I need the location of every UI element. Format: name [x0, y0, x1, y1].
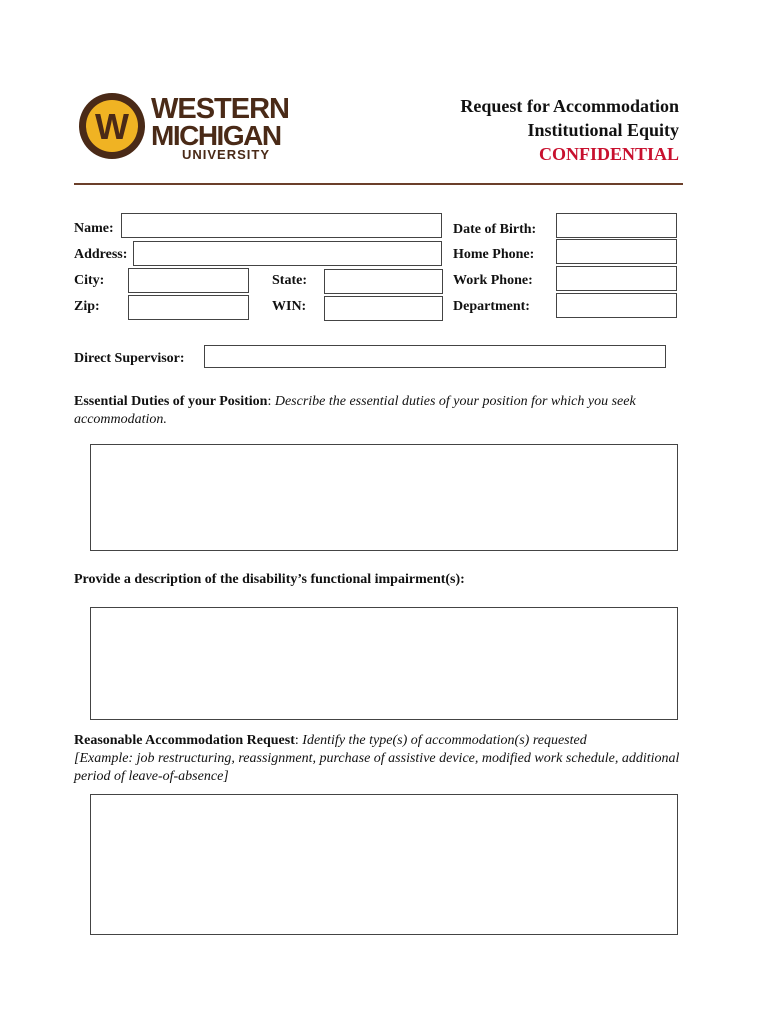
name-label: Name: — [74, 221, 114, 236]
w-mark-icon — [78, 92, 146, 160]
header-divider — [74, 183, 683, 185]
form-subtitle: Institutional Equity — [527, 120, 679, 140]
w-mark-letter: W — [95, 106, 129, 147]
request-instructions: Reasonable Accommodation Request: Identify the type(s) of accommodation(s) requested [Example: job restructuring, reassignment, purchase of assistive device, modified work schedule, additional period of leave-of-absence] — [74, 733, 680, 784]
win-field[interactable] — [324, 296, 443, 321]
zip-label: Zip: — [74, 299, 100, 314]
address-label: Address: — [74, 247, 128, 262]
impairment-heading: Provide a description of the disability’s functional impairment(s): — [74, 572, 465, 587]
city-label: City: — [74, 273, 105, 288]
request-heading: Reasonable Accommodation Request — [74, 733, 295, 748]
department-label: Department: — [453, 299, 530, 314]
work-phone-field[interactable] — [556, 266, 677, 291]
dob-field[interactable] — [556, 213, 677, 238]
zip-field[interactable] — [128, 295, 249, 320]
home-phone-field[interactable] — [556, 239, 677, 264]
dob-label: Date of Birth: — [453, 222, 537, 237]
name-field[interactable] — [121, 213, 442, 238]
duties-instructions: Essential Duties of your Position: Describe the essential duties of your position for which you seek accommodation. — [74, 394, 636, 427]
supervisor-label: Direct Supervisor: — [74, 351, 185, 366]
supervisor-field[interactable] — [204, 345, 666, 368]
address-field[interactable] — [133, 241, 442, 266]
request-example: [Example: job restructuring, reassignment, purchase of assistive device, modified work schedule, additional period of leave-of-absence] — [74, 751, 680, 784]
request-textarea[interactable] — [90, 794, 678, 935]
logo-line-western: WESTERN — [151, 93, 289, 125]
work-phone-label: Work Phone: — [453, 273, 533, 288]
duties-text: Describe the essential duties of your position for which you seek accommodation. — [74, 394, 636, 427]
logo-line-michigan: MICHIGAN — [151, 120, 281, 151]
impairment-textarea[interactable] — [90, 607, 678, 720]
form-title: Request for Accommodation — [460, 96, 679, 116]
department-field[interactable] — [556, 293, 677, 318]
request-text: Identify the type(s) of accommodation(s) requested — [302, 733, 587, 748]
impairment-instructions — [74, 571, 694, 589]
home-phone-label: Home Phone: — [453, 247, 535, 262]
win-label: WIN: — [272, 299, 307, 314]
university-logo — [78, 92, 293, 162]
duties-heading: Essential Duties of your Position — [74, 394, 268, 409]
state-label: State: — [272, 273, 307, 288]
state-field[interactable] — [324, 269, 443, 294]
confidential-label: CONFIDENTIAL — [538, 144, 679, 164]
logo-line-university: UNIVERSITY — [182, 147, 271, 162]
city-field[interactable] — [128, 268, 249, 293]
duties-textarea[interactable] — [90, 444, 678, 551]
